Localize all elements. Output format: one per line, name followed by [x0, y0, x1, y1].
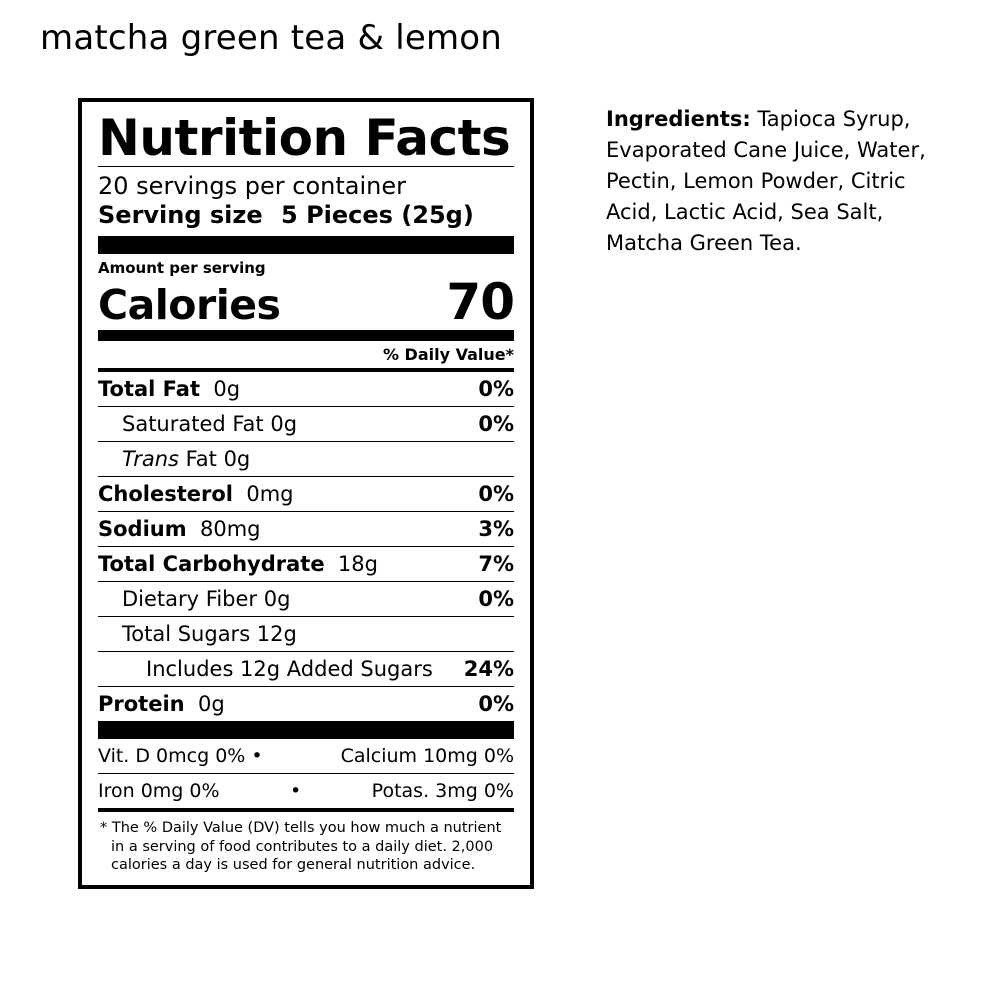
calories-row: [98, 273, 514, 331]
added-sugars-dv: 24%: [463, 657, 514, 681]
protein-label: [98, 692, 225, 716]
amount-per-serving-label: Amount per serving: [98, 259, 266, 277]
divider-thick-bottom: [98, 721, 514, 739]
dietary-fiber-label: Dietary Fiber 0g: [122, 587, 291, 611]
carbohydrate-label: [98, 552, 378, 576]
added-sugars-label: Includes 12g Added Sugars: [146, 657, 433, 681]
nutrition-facts-heading: Nutrition Facts: [98, 109, 511, 167]
ingredients-text: Tapioca Syrup, Evaporated Cane Juice, Water, Pectin, Lemon Powder, Citric Acid, Lactic Acid, Sea Salt, Matcha Green Tea.: [606, 107, 926, 256]
iron-value: Iron 0mg 0%: [98, 780, 220, 802]
total-fat-label: [98, 377, 240, 401]
page-title: matcha green tea & lemon: [40, 18, 503, 58]
cholesterol-amount: 0mg: [246, 482, 294, 506]
total-fat-amount: 0g: [213, 377, 241, 401]
calories-value: 70: [446, 273, 514, 331]
trans-fat-label: [122, 447, 250, 471]
sodium-dv: 3%: [478, 517, 514, 541]
protein-name: Protein: [98, 692, 185, 716]
row-vitamins-1: [98, 739, 514, 773]
row-total-carbohydrate: [98, 547, 514, 581]
trans-fat-rest: Fat 0g: [185, 447, 251, 471]
row-sodium: [98, 512, 514, 546]
protein-amount: 0g: [197, 692, 225, 716]
sodium-amount: 80mg: [199, 517, 261, 541]
row-saturated-fat: [98, 407, 514, 441]
sodium-name: Sodium: [98, 517, 187, 541]
trans-fat-italic: Trans: [122, 447, 179, 471]
footnote-line-3: calories a day is used for general nutrition advice.: [111, 857, 476, 874]
total-fat-dv: 0%: [478, 377, 514, 401]
row-total-fat: [98, 372, 514, 406]
servings-per-container: 20 servings per container: [98, 172, 406, 200]
saturated-fat-dv: 0%: [478, 412, 514, 436]
protein-dv: 0%: [478, 692, 514, 716]
row-dietary-fiber: [98, 582, 514, 616]
bullet-separator-icon-2: •: [290, 780, 302, 802]
sodium-label: [98, 517, 261, 541]
total-fat-name: Total Fat: [98, 377, 201, 401]
daily-value-footnote: [98, 812, 514, 875]
cholesterol-label: [98, 482, 294, 506]
footnote-line-2: in a serving of food contributes to a daily diet. 2,000: [111, 838, 494, 855]
row-total-sugars: [98, 617, 514, 651]
vitamin-d-value: Vit. D 0mcg 0%: [98, 745, 246, 767]
row-vitamins-2: [98, 774, 514, 808]
carbohydrate-amount: 18g: [337, 552, 378, 576]
cholesterol-dv: 0%: [478, 482, 514, 506]
bullet-separator-icon: •: [251, 745, 263, 767]
nutrition-facts-panel: [78, 98, 534, 889]
ingredients-block: [606, 104, 956, 259]
total-sugars-label: Total Sugars 12g: [122, 622, 297, 646]
potassium-value: Potas. 3mg 0%: [371, 780, 514, 802]
cholesterol-name: Cholesterol: [98, 482, 233, 506]
dietary-fiber-dv: 0%: [478, 587, 514, 611]
serving-size-label: Serving size: [98, 201, 263, 229]
row-added-sugars: [98, 652, 514, 686]
carbohydrate-name: Total Carbohydrate: [98, 552, 325, 576]
carbohydrate-dv: 7%: [478, 552, 514, 576]
serving-size-value: 5 Pieces (25g): [281, 201, 474, 229]
calcium-value: Calcium 10mg 0%: [340, 745, 514, 767]
ingredients-label: Ingredients:: [606, 107, 751, 131]
saturated-fat-label: Saturated Fat 0g: [122, 412, 298, 436]
daily-value-header: % Daily Value*: [382, 345, 514, 364]
row-cholesterol: [98, 477, 514, 511]
serving-size-row: [98, 201, 514, 236]
divider-heavy: [98, 330, 514, 341]
calories-label: Calories: [98, 280, 281, 329]
footnote-line-1: * The % Daily Value (DV) tells you how much a nutrient: [100, 820, 502, 836]
divider-thick-top: [98, 236, 514, 254]
row-trans-fat: [98, 442, 514, 476]
row-protein: [98, 687, 514, 721]
